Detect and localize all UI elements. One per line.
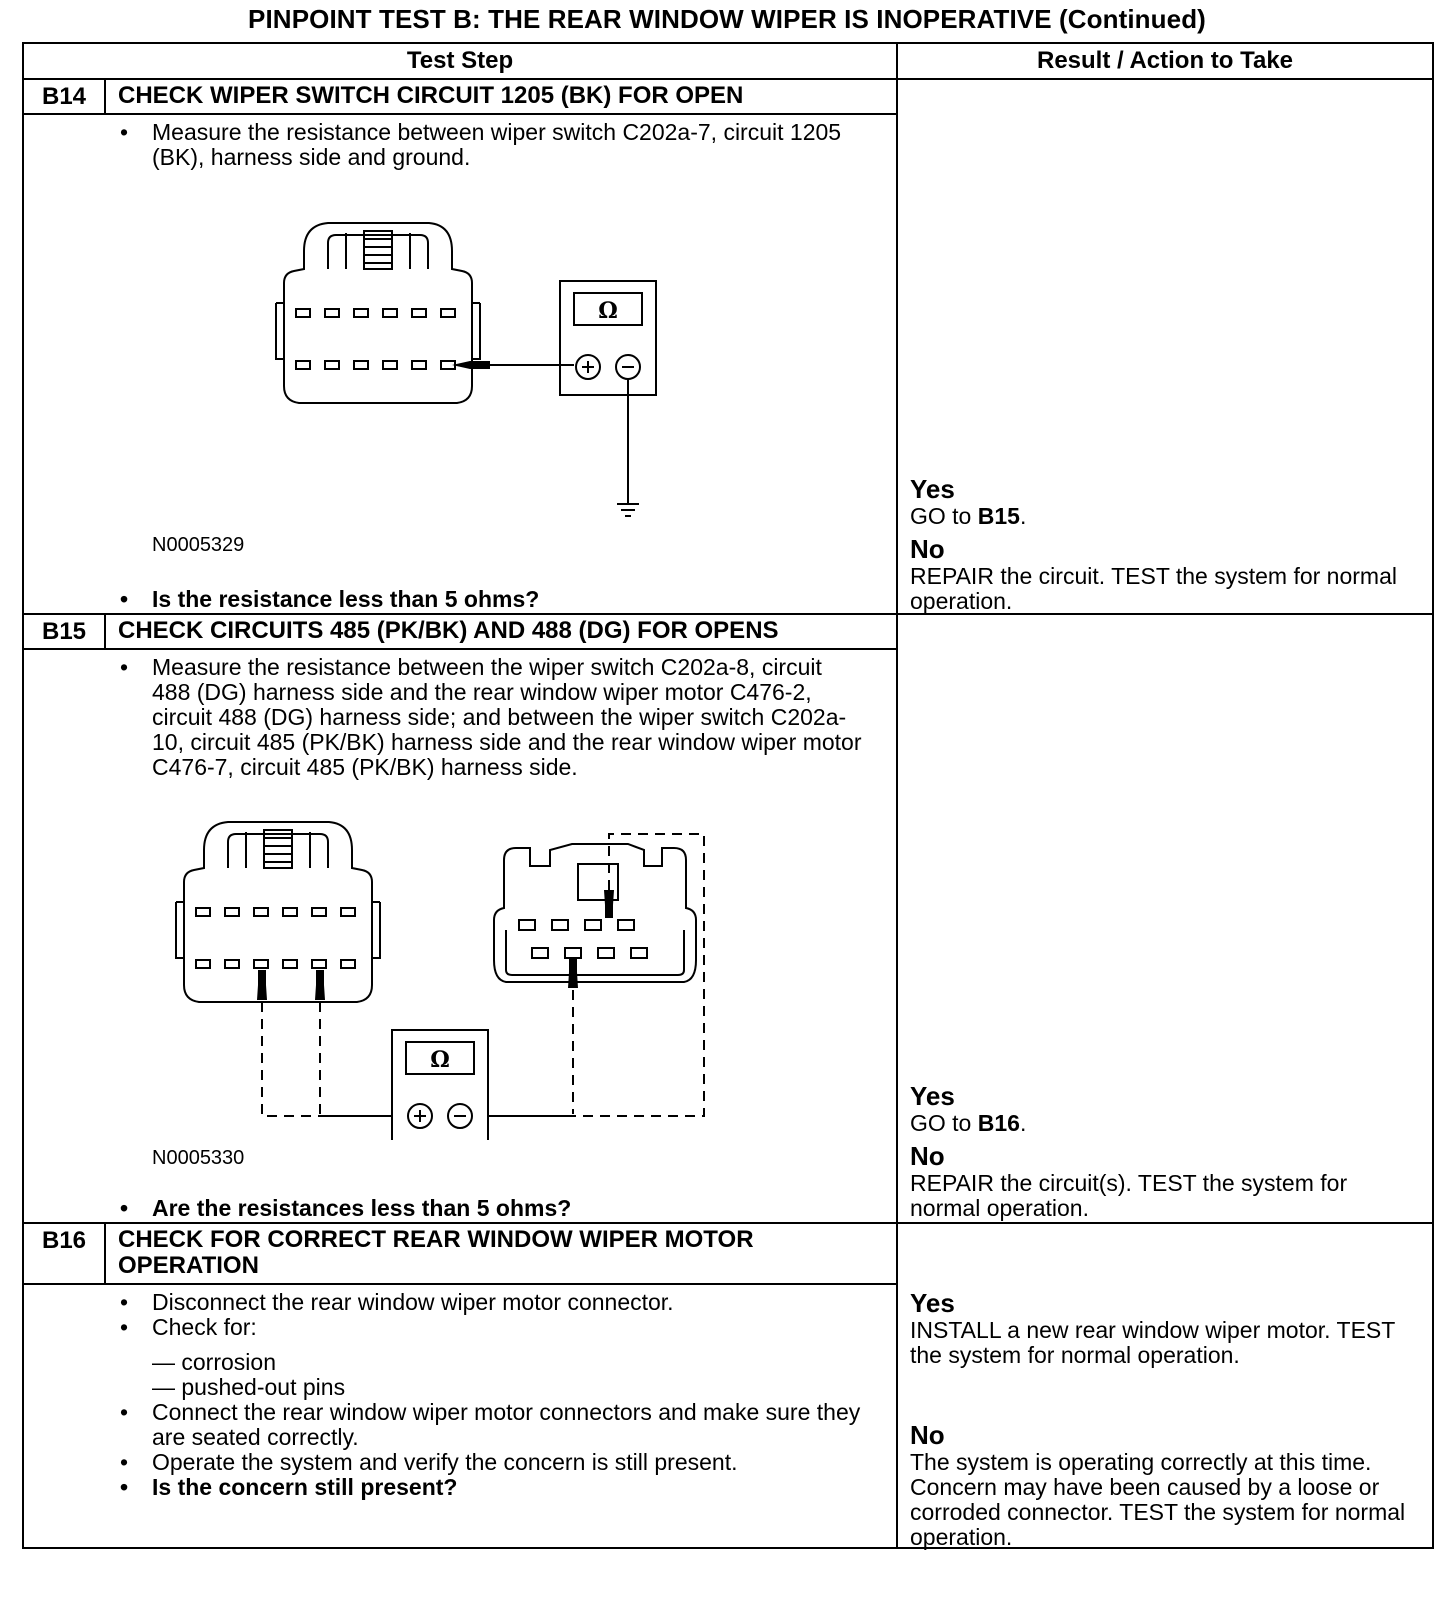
step-question: • Is the concern still present? [24, 1475, 876, 1500]
yes-label: Yes [910, 1081, 955, 1111]
pinpoint-test-table [22, 42, 1434, 1549]
step-instructions [24, 655, 896, 780]
yes-text-end: . [1019, 1110, 1027, 1136]
step-instructions [24, 120, 896, 170]
yes-label: Yes [910, 1288, 955, 1318]
goto-step-link[interactable]: B16 [977, 1110, 1020, 1136]
step-b15-title-row [23, 614, 1433, 649]
instruction-item [24, 1315, 876, 1400]
step-id: B14 [23, 79, 105, 114]
header-test-step: Test Step [23, 43, 897, 79]
step-b16-result [897, 1223, 1433, 1548]
yes-text: GO to [910, 503, 978, 529]
result-no-block [910, 534, 1422, 614]
instruction-item: • Measure the resistance between wiper switch C202a-7, circuit 1205 (BK), harness side and ground. [24, 120, 896, 170]
instruction-item: • Disconnect the rear window wiper motor connector. [24, 1290, 876, 1315]
step-id: B15 [23, 614, 105, 649]
figure-id: N0005330 [152, 1147, 245, 1169]
figure-id: N0005329 [152, 534, 245, 556]
table-header-row [23, 43, 1433, 79]
step-title: CHECK CIRCUITS 485 (PK/BK) AND 488 (DG) FOR OPENS [105, 614, 897, 649]
yes-text: GO to [910, 1110, 978, 1136]
instruction-item: • Operate the system and verify the concern is still present. [24, 1450, 876, 1475]
result-yes-block [910, 1081, 1422, 1136]
no-label: No [910, 1141, 945, 1171]
yes-label: Yes [910, 474, 955, 504]
instruction-item [24, 1400, 876, 1450]
dual-connector-ohmmeter-diagram [154, 810, 754, 1140]
ohm-symbol: Ω [430, 1047, 450, 1073]
step-title: CHECK WIPER SWITCH CIRCUIT 1205 (BK) FOR OPEN [105, 79, 897, 114]
step-b16-content [23, 1284, 897, 1548]
header-result: Result / Action to Take [897, 43, 1433, 79]
instruction-text: Connect the rear window wiper motor connectors and make sure they are seated correctly. [152, 1399, 861, 1450]
page-title: PINPOINT TEST B: THE REAR WINDOW WIPER IS INOPERATIVE (Continued) [248, 4, 1206, 34]
result-no-block [910, 1420, 1422, 1550]
ohmmeter-ground-diagram [224, 211, 704, 521]
step-b16-title-row [23, 1223, 1433, 1284]
sub-list [152, 1350, 876, 1400]
result-no-block [910, 1141, 1422, 1221]
step-question: • Is the resistance less than 5 ohms? [24, 587, 896, 612]
no-text: REPAIR the circuit(s). TEST the system for normal operation. [910, 1170, 1348, 1221]
yes-text: INSTALL a new rear window wiper motor. TEST the system for normal operation. [910, 1317, 1395, 1368]
no-text: The system is operating correctly at this time. Concern may have been caused by a loose or corroded connector. TEST the system for normal operation. [910, 1449, 1406, 1550]
result-yes-block [910, 474, 1422, 529]
no-label: No [910, 534, 945, 564]
sub-item: — corrosion [152, 1349, 276, 1375]
no-label: No [910, 1420, 945, 1450]
step-question-list [24, 1196, 896, 1221]
no-text: REPAIR the circuit. TEST the system for normal operation. [910, 563, 1397, 614]
step-instructions [24, 1290, 896, 1500]
instruction-item: • Measure the resistance between the wiper switch C202a-8, circuit 488 (DG) harness side and the rear window wiper motor C476-2, circuit 488 (DG) harness side; and between the wiper switch C202a-10, circuit 485 (PK/BK) harness side and the rear window wiper motor C476-7, circuit 485 (PK/BK) harness side. [24, 655, 866, 780]
step-b14-result [897, 79, 1433, 614]
step-id: B16 [23, 1223, 105, 1284]
step-b15-content [23, 649, 897, 1223]
step-title: CHECK FOR CORRECT REAR WINDOW WIPER MOTOR OPERATION [105, 1223, 897, 1284]
sub-item: — pushed-out pins [152, 1374, 346, 1400]
step-question: • Are the resistances less than 5 ohms? [24, 1196, 896, 1221]
instruction-text: Check for: [152, 1314, 257, 1340]
yes-text-end: . [1019, 503, 1027, 529]
ohm-symbol: Ω [598, 298, 618, 324]
step-b15-result [897, 614, 1433, 1223]
result-yes-block [910, 1288, 1422, 1368]
step-b14-title-row [23, 79, 1433, 114]
goto-step-link[interactable]: B15 [977, 503, 1020, 529]
step-question-list [24, 587, 896, 612]
step-b14-content [23, 114, 897, 614]
